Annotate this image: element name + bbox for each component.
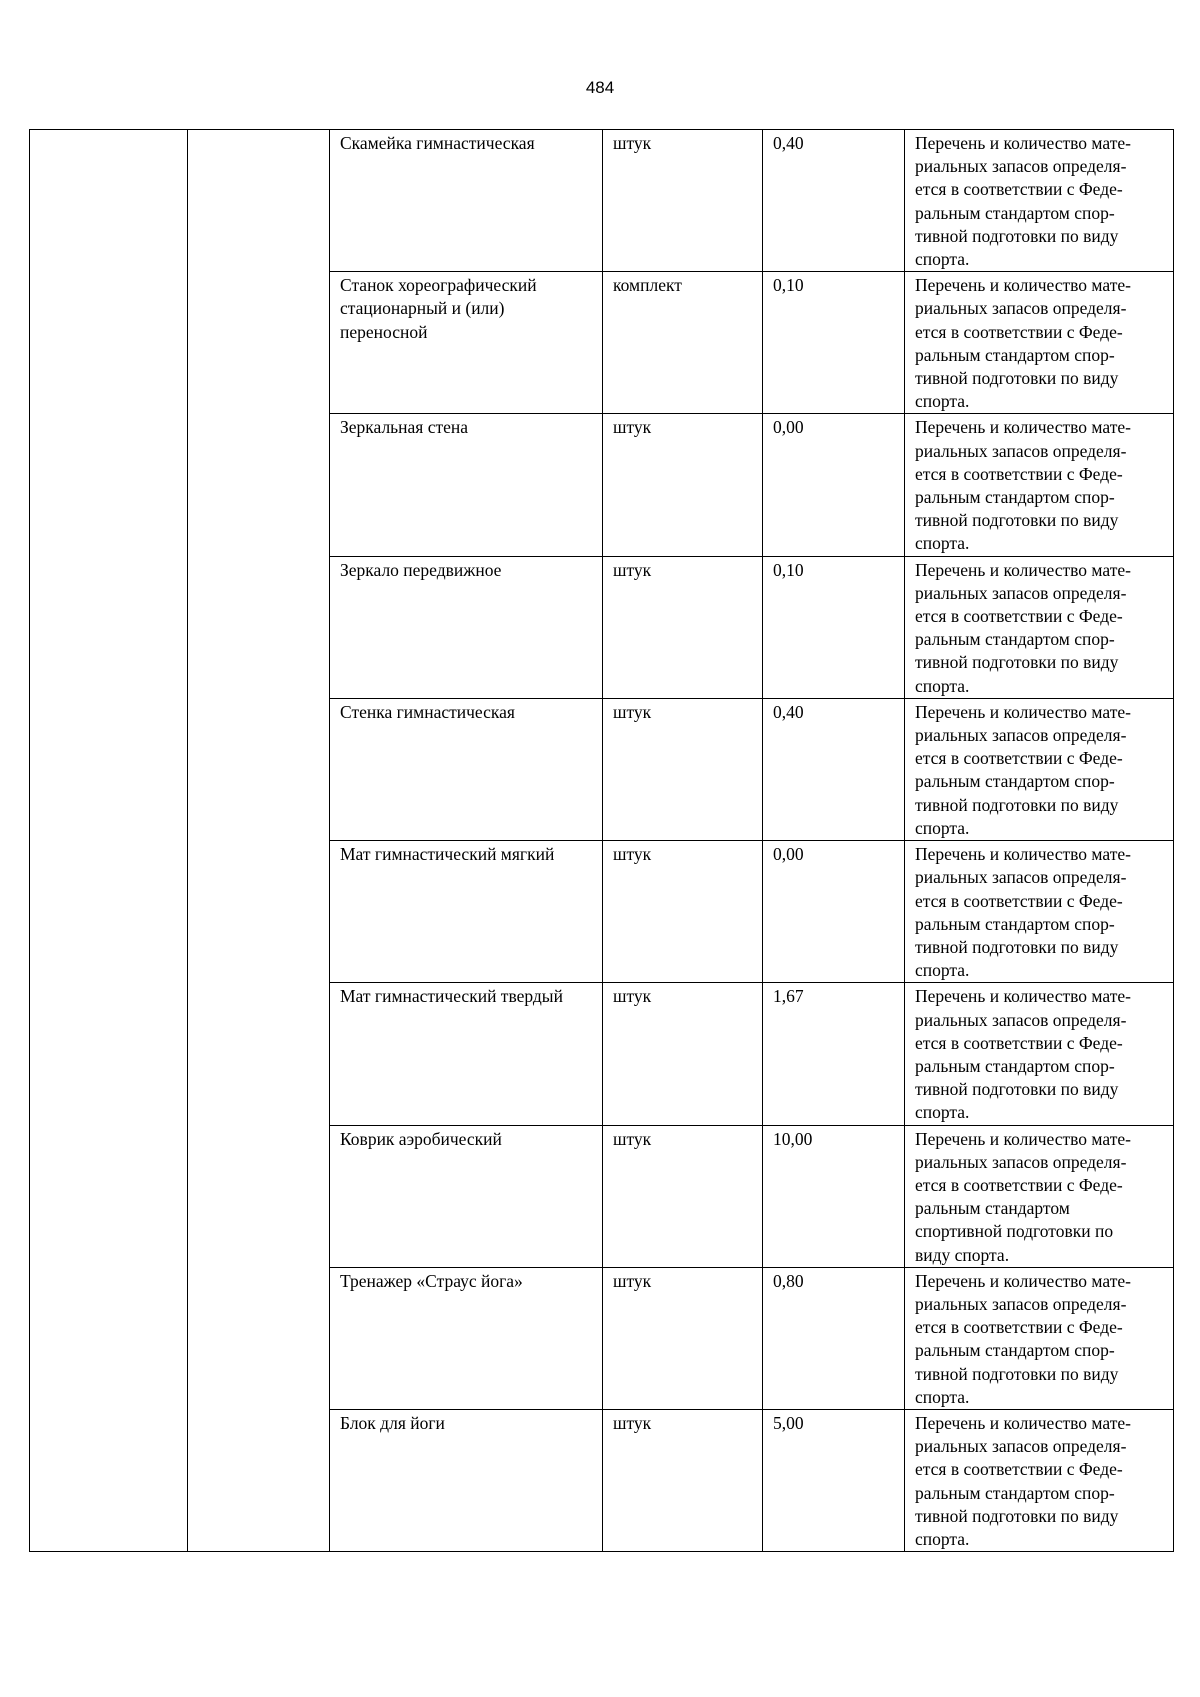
note-line: спортивной подготовки по xyxy=(915,1221,1114,1242)
note-line: спорта. xyxy=(915,391,970,412)
note-line: спорта. xyxy=(915,960,970,981)
note-line: тивной подготовки по виду xyxy=(915,1505,1119,1526)
quantity-cell: 10,00 xyxy=(763,1125,905,1267)
note-line: спорта. xyxy=(915,533,970,554)
note-cell xyxy=(905,841,1174,983)
note-line: спорта. xyxy=(915,1528,970,1549)
note-line: ральным стандартом спор- xyxy=(915,913,1115,934)
note-line: ется в соответствии с Феде- xyxy=(915,321,1123,342)
note-line: спорта. xyxy=(915,675,970,696)
note-line: спорта. xyxy=(915,1102,970,1123)
note-line: ется в соответствии с Феде- xyxy=(915,1174,1123,1195)
note-cell xyxy=(905,1267,1174,1409)
note-line: Перечень и количество мате- xyxy=(915,133,1131,153)
note-line: тивной подготовки по виду xyxy=(915,652,1119,673)
table-row xyxy=(30,130,1174,272)
quantity-cell: 1,67 xyxy=(763,983,905,1125)
note-line: Перечень и количество мате- xyxy=(915,1270,1131,1291)
note-line: Перечень и количество мате- xyxy=(915,844,1131,865)
unit-cell: штук xyxy=(603,1267,763,1409)
note-line: риальных запасов определя- xyxy=(915,298,1127,319)
note-line: ется в соответствии с Феде- xyxy=(915,1317,1123,1338)
quantity-cell: 0,40 xyxy=(763,130,905,272)
note-line: тивной подготовки по виду xyxy=(915,225,1119,246)
note-line: ется в соответствии с Феде- xyxy=(915,890,1123,911)
note-line: риальных запасов определя- xyxy=(915,725,1127,746)
note-line: тивной подготовки по виду xyxy=(915,1363,1119,1384)
note-line: ется в соответствии с Феде- xyxy=(915,179,1123,200)
unit-cell: штук xyxy=(603,556,763,698)
note-line: спорта. xyxy=(915,249,970,270)
item-name-cell: Зеркало передвижное xyxy=(330,556,603,698)
note-line: ральным стандартом спор- xyxy=(915,771,1115,792)
note-line: Перечень и количество мате- xyxy=(915,1128,1131,1149)
note-line: Перечень и количество мате- xyxy=(915,986,1131,1007)
quantity-cell: 0,00 xyxy=(763,841,905,983)
quantity-cell: 0,40 xyxy=(763,698,905,840)
item-name-cell: Станок хореографический стационарный и (или) переносной xyxy=(330,272,603,414)
item-name-cell: Стенка гимнастическая xyxy=(330,698,603,840)
quantity-cell: 0,10 xyxy=(763,272,905,414)
empty-column-1-cell xyxy=(30,130,188,1552)
note-line: тивной подготовки по виду xyxy=(915,368,1119,389)
note-line: риальных запасов определя- xyxy=(915,440,1127,461)
unit-cell: штук xyxy=(603,983,763,1125)
note-line: ральным стандартом xyxy=(915,1198,1070,1219)
note-line: виду спорта. xyxy=(915,1244,1010,1265)
item-name-cell: Коврик аэробический xyxy=(330,1125,603,1267)
equipment-table xyxy=(29,129,1174,1552)
note-line: ральным стандартом спор- xyxy=(915,1340,1115,1361)
note-line: риальных запасов определя- xyxy=(915,1151,1127,1172)
empty-column-2-cell xyxy=(188,130,330,1552)
note-line: ется в соответствии с Феде- xyxy=(915,1032,1123,1053)
unit-cell: штук xyxy=(603,1409,763,1551)
unit-cell: штук xyxy=(603,698,763,840)
note-cell xyxy=(905,272,1174,414)
unit-cell: штук xyxy=(603,130,763,272)
quantity-cell: 0,00 xyxy=(763,414,905,556)
quantity-cell: 0,80 xyxy=(763,1267,905,1409)
quantity-cell: 0,10 xyxy=(763,556,905,698)
item-name-cell: Блок для йоги xyxy=(330,1409,603,1551)
page-number: 484 xyxy=(585,78,615,97)
note-line: риальных запасов определя- xyxy=(915,1293,1127,1314)
note-line: ральным стандартом спор- xyxy=(915,202,1115,223)
note-line: ральным стандартом спор- xyxy=(915,1055,1115,1076)
note-line: ется в соответствии с Феде- xyxy=(915,606,1123,627)
unit-cell: штук xyxy=(603,841,763,983)
item-name-cell: Мат гимнастический твердый xyxy=(330,983,603,1125)
note-cell xyxy=(905,130,1174,272)
unit-cell: штук xyxy=(603,414,763,556)
note-cell xyxy=(905,698,1174,840)
note-line: спорта. xyxy=(915,817,970,838)
note-line: Перечень и количество мате- xyxy=(915,275,1131,296)
item-name-cell: Мат гимнастический мягкий xyxy=(330,841,603,983)
note-line: ральным стандартом спор- xyxy=(915,1482,1115,1503)
note-line: Перечень и количество мате- xyxy=(915,1412,1131,1433)
note-line: риальных запасов определя- xyxy=(915,1009,1127,1030)
note-cell xyxy=(905,983,1174,1125)
note-line: ральным стандартом спор- xyxy=(915,487,1115,508)
unit-cell: штук xyxy=(603,1125,763,1267)
item-name-cell: Тренажер «Страус йога» xyxy=(330,1267,603,1409)
table-body xyxy=(30,130,1174,1552)
note-line: тивной подготовки по виду xyxy=(915,510,1119,531)
note-line: тивной подготовки по виду xyxy=(915,794,1119,815)
unit-cell: комплект xyxy=(603,272,763,414)
note-line: риальных запасов определя- xyxy=(915,156,1127,177)
note-line: ральным стандартом спор- xyxy=(915,629,1115,650)
note-line: ется в соответствии с Феде- xyxy=(915,748,1123,769)
note-line: Перечень и количество мате- xyxy=(915,559,1131,580)
note-cell xyxy=(905,556,1174,698)
note-line: Перечень и количество мате- xyxy=(915,701,1131,722)
quantity-cell: 5,00 xyxy=(763,1409,905,1551)
note-line: риальных запасов определя- xyxy=(915,867,1127,888)
note-cell xyxy=(905,414,1174,556)
note-line: Перечень и количество мате- xyxy=(915,417,1131,438)
note-line: тивной подготовки по виду xyxy=(915,936,1119,957)
note-line: риальных запасов определя- xyxy=(915,1436,1127,1457)
note-cell xyxy=(905,1125,1174,1267)
item-name-cell: Скамейка гимнастическая xyxy=(330,130,603,272)
note-line: ется в соответствии с Феде- xyxy=(915,463,1123,484)
note-line: риальных запасов определя- xyxy=(915,582,1127,603)
note-line: ется в соответствии с Феде- xyxy=(915,1459,1123,1480)
note-line: спорта. xyxy=(915,1386,970,1407)
note-cell xyxy=(905,1409,1174,1551)
note-line: тивной подготовки по виду xyxy=(915,1079,1119,1100)
note-line: ральным стандартом спор- xyxy=(915,344,1115,365)
item-name-cell: Зеркальная стена xyxy=(330,414,603,556)
